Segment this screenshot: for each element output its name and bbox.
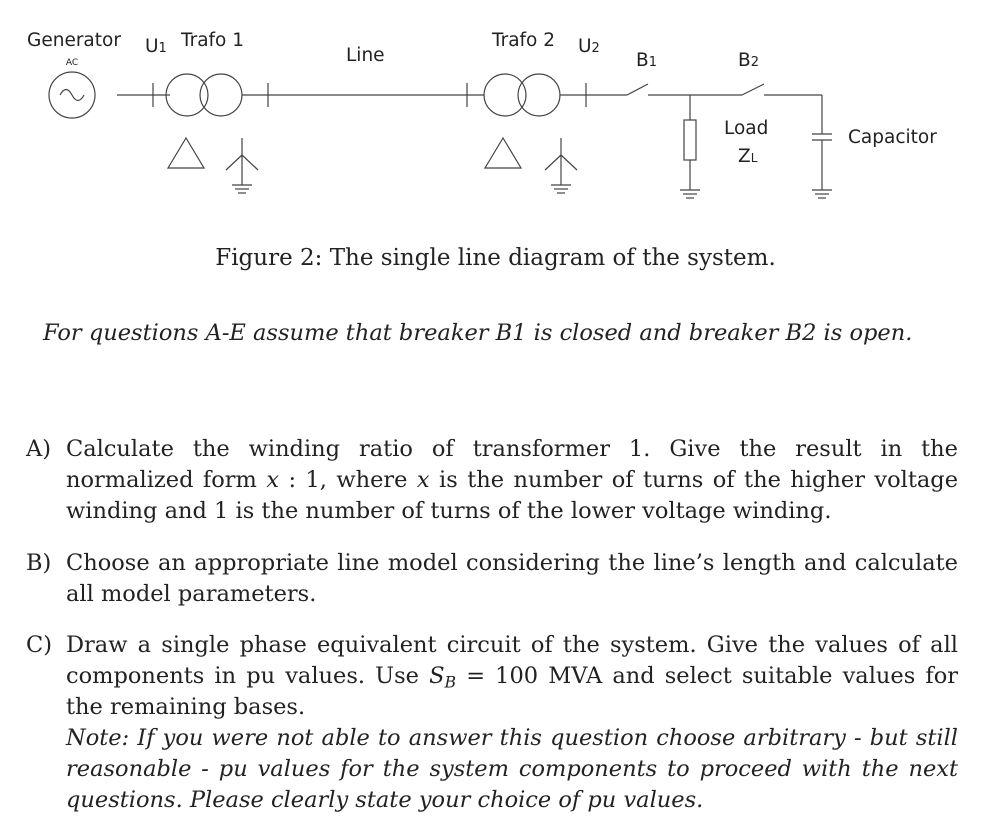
breaker-b1: [627, 84, 742, 95]
instruction-text: For questions A-E assume that breaker B1 is closed and breaker B2 is open.: [43, 320, 913, 346]
delta-winding-trafo1: [168, 138, 204, 168]
delta-winding-trafo2: [485, 138, 521, 168]
trafo1-label: Trafo 1: [181, 30, 245, 51]
b1-label: B1: [636, 50, 657, 71]
figure-caption: Figure 2: The single line diagram of the system.: [215, 245, 776, 271]
question-b: [26, 548, 958, 610]
generator-symbol: [49, 72, 95, 118]
zl-label: ZL: [738, 146, 758, 167]
load-impedance: [680, 95, 700, 198]
trafo1-symbol: [166, 74, 242, 116]
question-a: [26, 434, 958, 527]
u1-label: U1: [145, 36, 167, 57]
question-label: B): [26, 550, 52, 576]
question-text: Draw a single phase equivalent circuit of the system. Give the values of all components in pu values. Use $S_B = 100$ MVA and select suitable values for the remaining bases.: [66, 632, 958, 720]
question-label: A): [26, 436, 52, 462]
b2-label: B2: [738, 50, 759, 71]
question-c: [26, 630, 958, 816]
wye-grounded-trafo1: [226, 138, 258, 193]
breaker-b2: [742, 84, 822, 95]
capacitor-symbol: [812, 95, 832, 198]
line-label: Line: [346, 45, 385, 66]
question-label: C): [26, 632, 52, 658]
trafo2-label: Trafo 2: [492, 30, 556, 51]
question-text: Choose an appropriate line model considering the line’s length and calculate all model parameters.: [66, 550, 958, 607]
question-text: Calculate the winding ratio of transformer 1. Give the result in the normalized form x : 1, where x is the number of turns of the higher voltage winding and 1 is the number of turns of the lower voltage winding.: [66, 436, 959, 524]
wye-grounded-trafo2: [545, 138, 577, 193]
single-line-diagram: [0, 0, 991, 220]
u2-label: U2: [578, 36, 600, 57]
generator-label: Generator: [27, 30, 121, 51]
generator-ac-label: AC: [65, 58, 79, 68]
trafo2-symbol: [484, 74, 560, 116]
load-label: Load: [724, 118, 769, 139]
capacitor-label: Capacitor: [848, 127, 937, 148]
question-note: Note: If you were not able to answer this question choose arbitrary - but still reasonable - pu values for the system components to proceed with the next questions. Please clearly state your choice of pu values.: [66, 725, 958, 813]
